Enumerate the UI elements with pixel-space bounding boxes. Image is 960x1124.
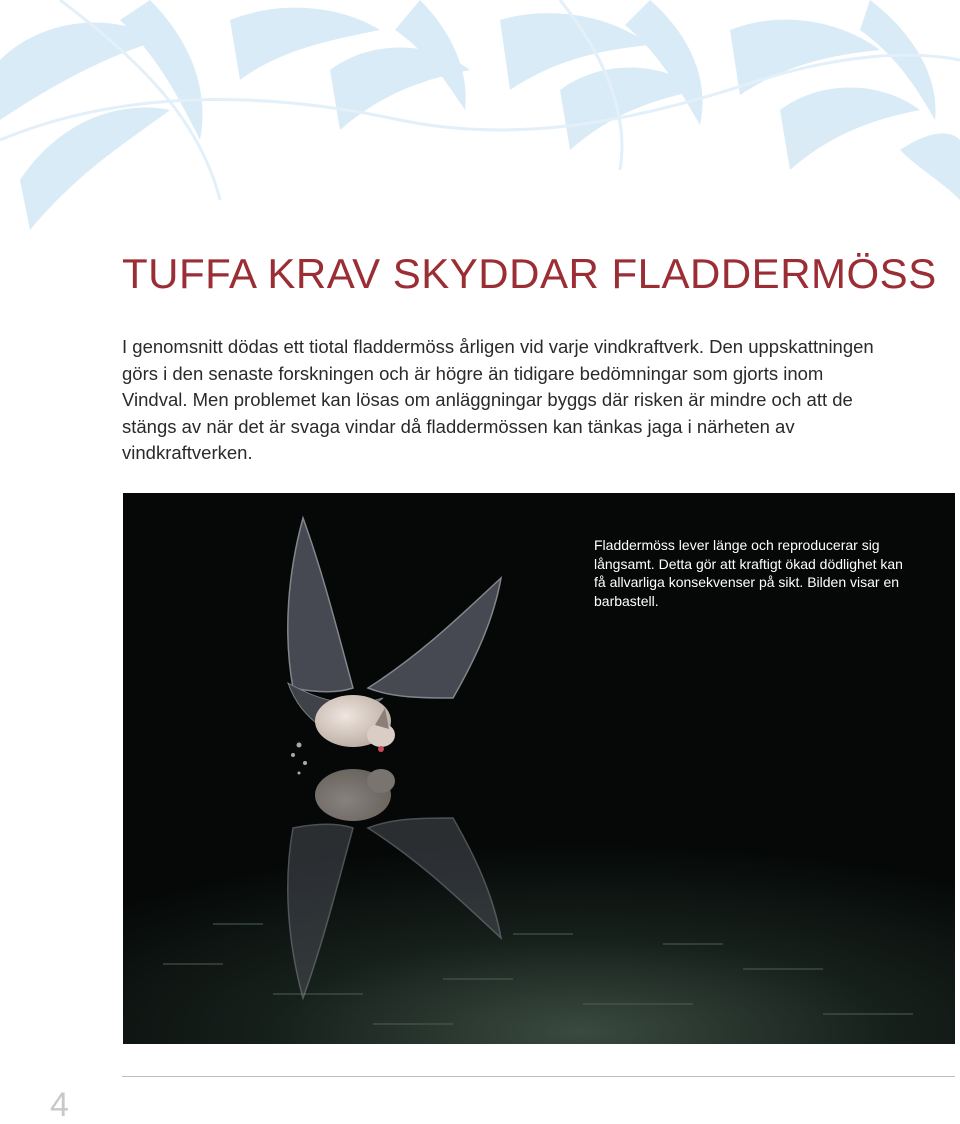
footer-divider (122, 1076, 955, 1077)
page-title: TUFFA KRAV SKYDDAR FLADDERMÖSS (122, 250, 937, 297)
decorative-leaf-pattern (0, 0, 960, 240)
page-number: 4 (50, 1086, 69, 1124)
photo-caption: Fladdermöss lever länge och reproducerar sig långsamt. Detta gör att kraftigt ökad dödlighet kan få allvarliga konsekvenser på sikt. Bilden visar en barbastell. (594, 537, 903, 609)
article-body: I genomsnitt dödas ett tiotal fladdermöss årligen vid varje vindkraftverk. Den uppskattningen görs i den senaste forskningen och är högre än tidigare bedömningar som gjorts inom Vindval. Men problemet kan lösas om anläggningar byggs där risken är mindre och att de stängs av när det är svaga vindar då fladdermössen kan tänkas jaga i närheten av vindkraftverken. (122, 336, 874, 464)
bat-photo (123, 493, 955, 1044)
